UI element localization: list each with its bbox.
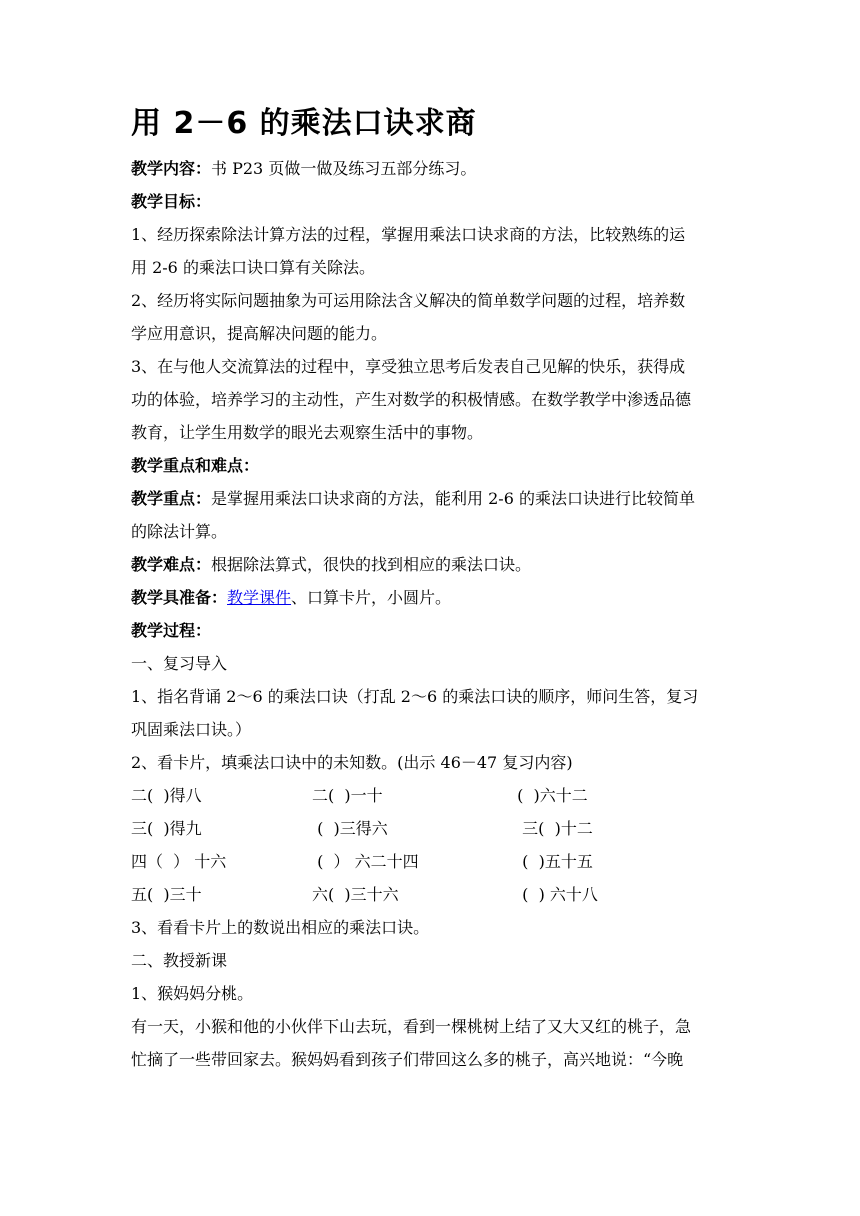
card-row: [131, 812, 731, 845]
document-page: [131, 104, 731, 1076]
content-text: 书 P23 页做一做及练习五部分练习。: [211, 159, 477, 178]
content-label: 教学内容：: [131, 159, 212, 178]
courseware-link[interactable]: 教学课件: [227, 588, 292, 607]
card-row: [131, 779, 731, 812]
goal-3-line-1: 3、在与他人交流算法的过程中，享受独立思考后发表自己见解的快乐，获得成: [131, 357, 686, 376]
goal-2-line-1: 2、经历将实际问题抽象为可运用除法含义解决的简单数学问题的过程，培养数: [131, 291, 686, 310]
card-row: [131, 845, 731, 878]
card-cell: 三( )十二: [512, 819, 593, 838]
card-cell: 四（ ） 十六: [131, 852, 227, 871]
story-line-1: 有一天，小猴和他的小伙伴下山去玩，看到一棵桃树上结了又大又红的桃子，急: [131, 1017, 692, 1036]
page-title: 用 2－6 的乘法口诀求商: [131, 106, 477, 141]
section-2-heading: 二、教授新课: [131, 951, 228, 970]
card-cell: ( )五十五: [512, 852, 593, 871]
card-cell: 三( )得九: [131, 819, 202, 838]
process-heading: 教学过程：: [131, 621, 212, 640]
item-3-line: 3、看看卡片上的数说出相应的乘法口诀。: [131, 918, 430, 937]
prep-label: 教学具准备：: [131, 588, 228, 607]
item-1-line-2: 巩固乘法口诀。）: [131, 720, 252, 739]
card-row: [131, 878, 731, 911]
card-cell: ( ） 六二十四: [312, 852, 419, 871]
content-line: [131, 152, 731, 185]
focus-line-2: 的除法计算。: [131, 522, 228, 541]
prep-line: 教学具准备：教学课件、口算卡片，小圆片。: [131, 588, 452, 607]
card-cell: 五( )三十: [131, 885, 202, 904]
story-line-2: 忙摘了一些带回家去。猴妈妈看到孩子们带回这么多的桃子，高兴地说：“今晚: [131, 1050, 684, 1069]
goal-3-line-3: 教育，让学生用数学的眼光去观察生活中的事物。: [131, 423, 484, 442]
card-cell: 二( )一十: [312, 786, 383, 805]
card-cell: 二( )得八: [131, 786, 202, 805]
card-cell: 六( )三十六: [312, 885, 399, 904]
card-cell: ( )三得六: [312, 819, 388, 838]
goal-1-line-1: 1、经历探索除法计算方法的过程，掌握用乘法口诀求商的方法，比较熟练的运: [131, 225, 686, 244]
goals-heading: 教学目标：: [131, 192, 212, 211]
card-cell: ( )六十二: [512, 786, 588, 805]
item-1-line-1: 1、指名背诵 2～6 的乘法口诀（打乱 2～6 的乘法口诀的顺序，师问生答，复习: [131, 687, 699, 706]
goal-1-line-2: 用 2-6 的乘法口诀口算有关除法。: [131, 258, 375, 277]
goal-2-line-2: 学应用意识，提高解决问题的能力。: [131, 324, 388, 343]
focus-label: 教学重点：: [131, 489, 212, 508]
item-2-line: 2、看卡片，填乘法口诀中的未知数。(出示 46－47 复习内容): [131, 753, 573, 772]
difficulty-label: 教学难点：: [131, 555, 212, 574]
goal-3-line-2: 功的体验，培养学习的主动性，产生对数学的积极情感。在数学教学中渗透品德: [131, 390, 692, 409]
focus-line-1: 教学重点：是掌握用乘法口诀求商的方法，能利用 2-6 的乘法口诀进行比较简单: [131, 489, 695, 508]
section-1-heading: 一、复习导入: [131, 654, 228, 673]
item-4-line: 1、猴妈妈分桃。: [131, 984, 254, 1003]
keypoints-heading: 教学重点和难点：: [131, 456, 260, 475]
difficulty-line: 教学难点：根据除法算式，很快的找到相应的乘法口诀。: [131, 555, 532, 574]
card-cell: ( ) 六十八: [512, 885, 598, 904]
